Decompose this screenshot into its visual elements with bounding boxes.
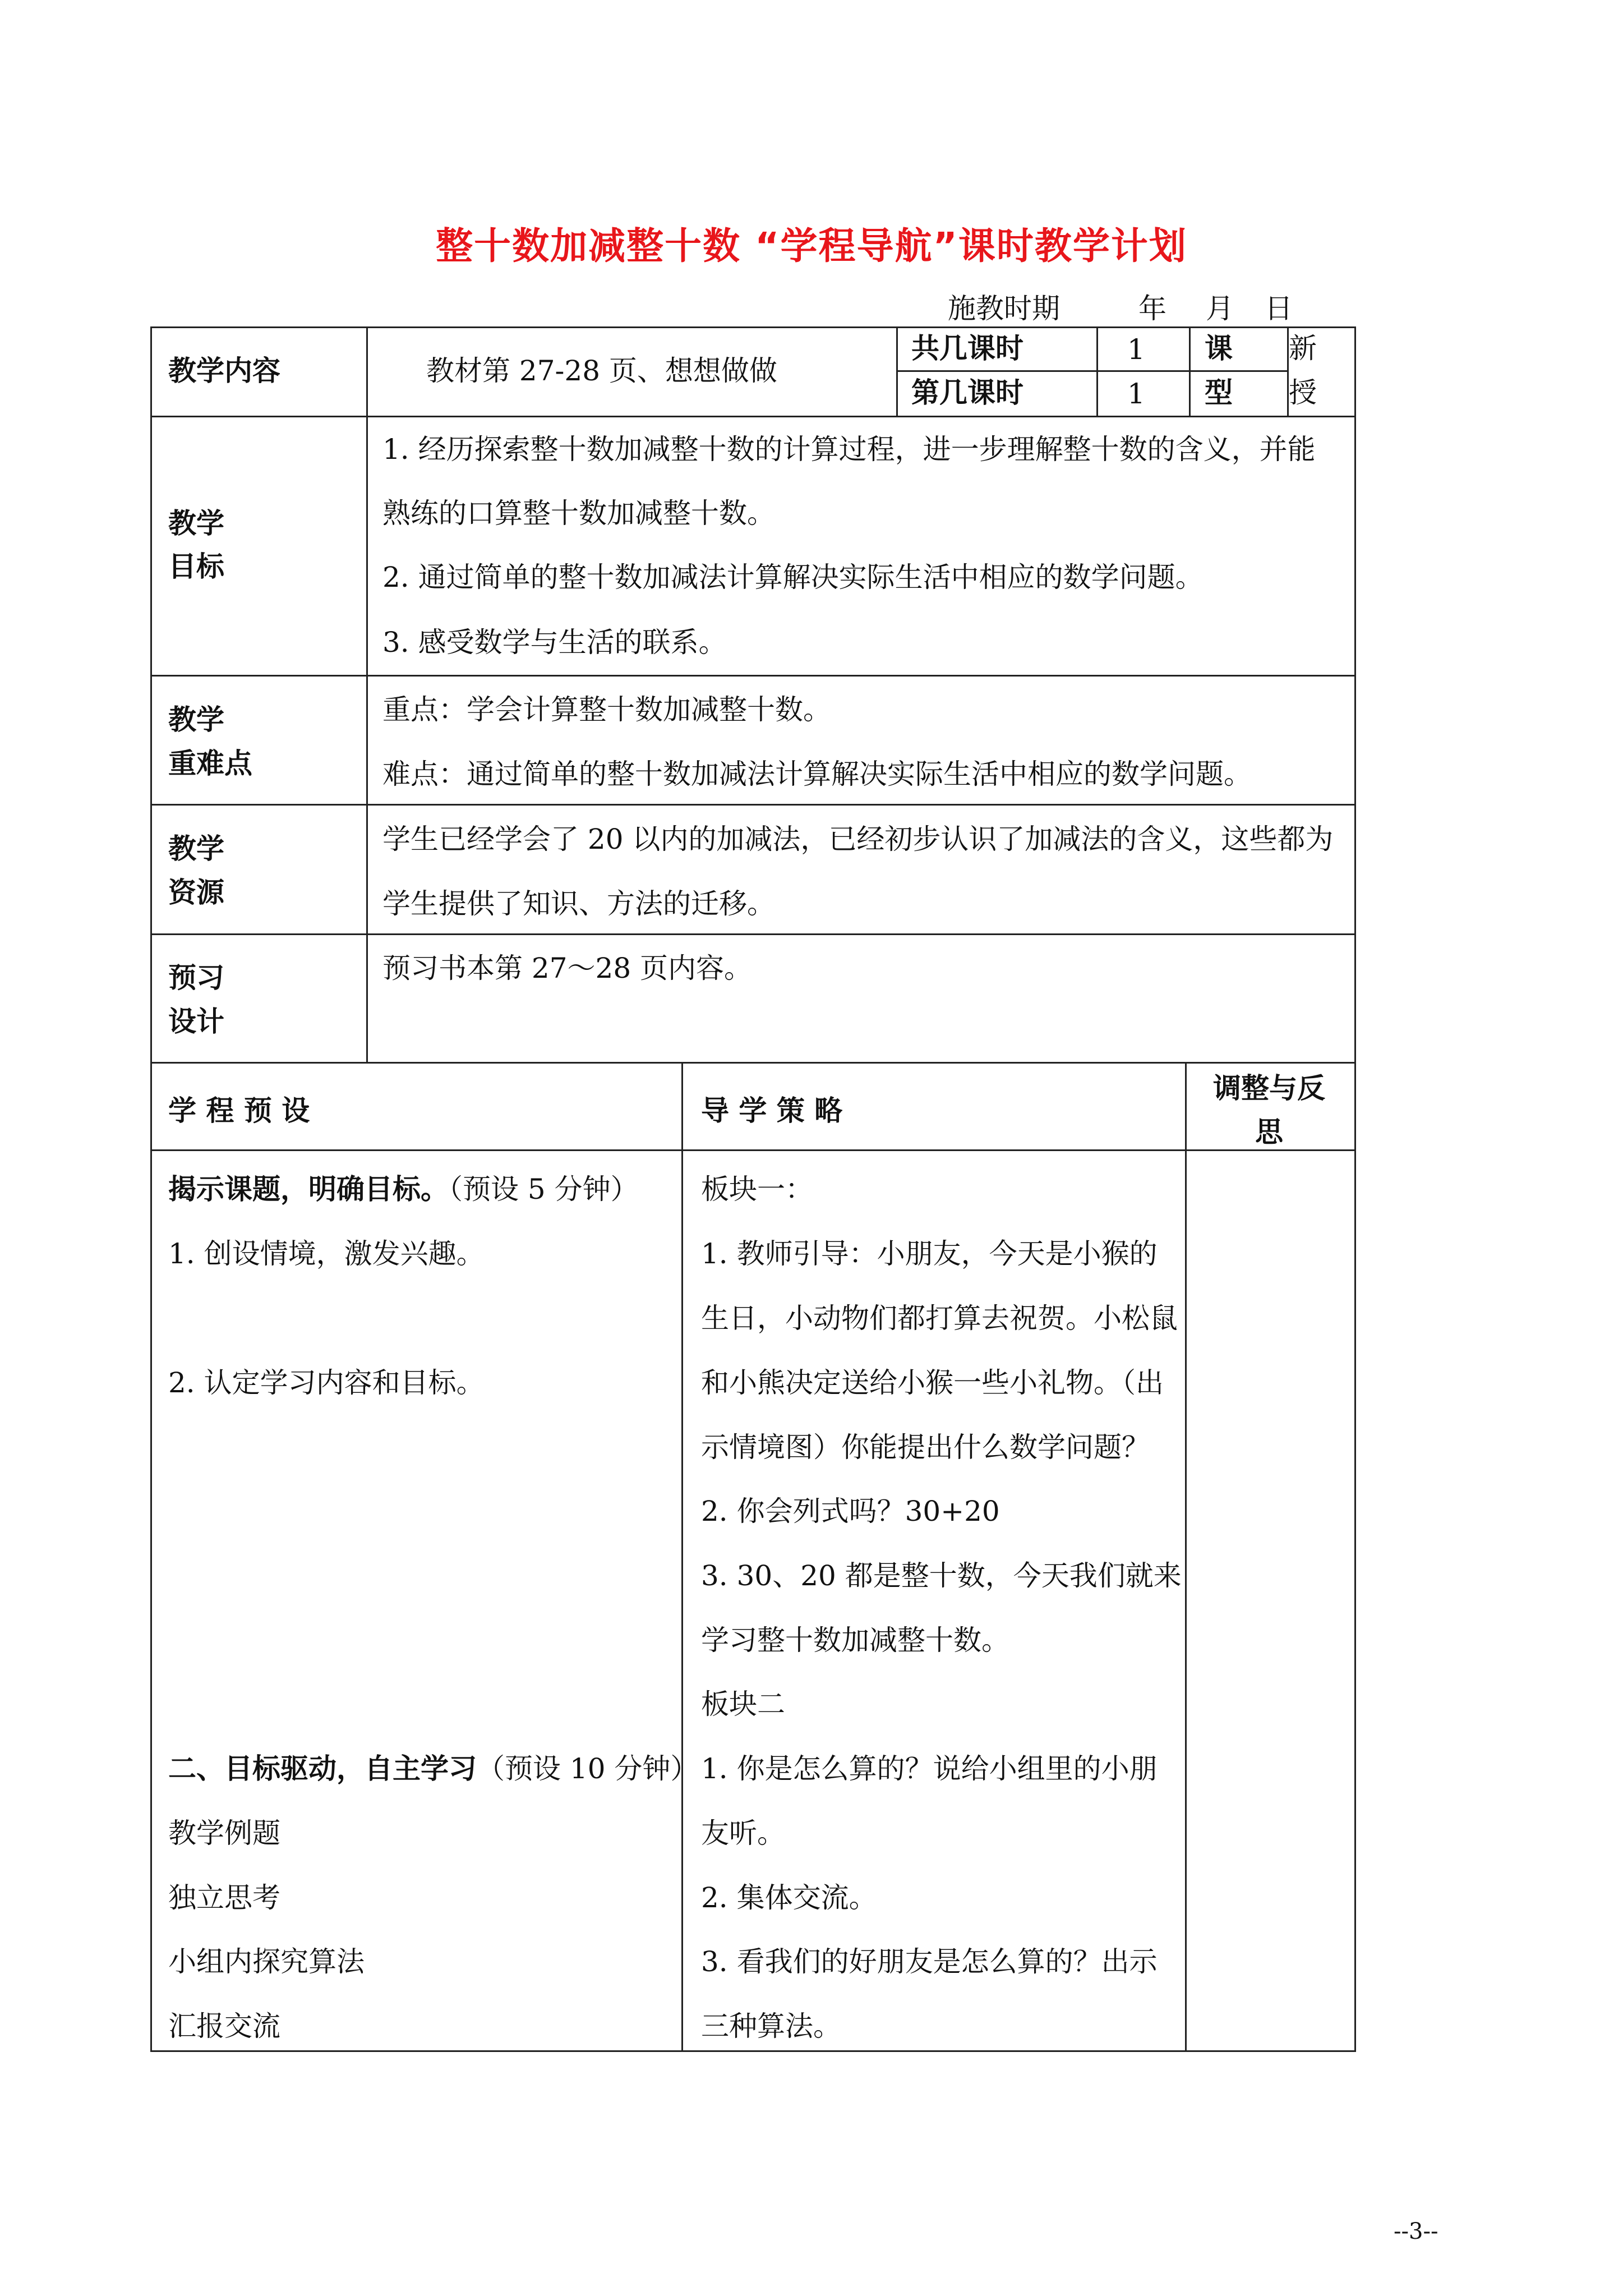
strategy-line: 生日，小动物们都打算去祝贺。小松鼠	[701, 1302, 1178, 1335]
preview-label-1: 预习	[168, 961, 224, 994]
preview-line: 预习书本第 27～28 页内容。	[382, 952, 753, 984]
keypoints-label-2: 重难点	[168, 747, 252, 780]
strategy-line: 示情境图）你能提出什么数学问题？	[701, 1431, 1150, 1464]
keypoints-line: 重点：学会计算整十数加减整十数。	[382, 693, 831, 726]
date-label: 施教时期	[948, 292, 1060, 325]
plan-item: 小组内探究算法	[168, 1945, 365, 1978]
plan-section-1-title: 揭示课题，明确目标。	[168, 1173, 449, 1205]
nth-hour-label: 第几课时	[911, 376, 1023, 409]
strategy-line: 2. 你会列式吗？30+20	[701, 1495, 1000, 1527]
goals-line: 1. 经历探索整十数加减整十数的计算过程，进一步理解整十数的含义，并能	[382, 433, 1316, 466]
plan-item: 1. 创设情境，激发兴趣。	[168, 1237, 485, 1270]
plan-item: 独立思考	[168, 1881, 280, 1914]
goals-line: 2. 通过简单的整十数加减法计算解决实际生活中相应的数学问题。	[382, 561, 1204, 593]
resources-label-2: 资源	[168, 876, 224, 909]
page-title: 整十数加减整十数 “学程导航”课时教学计划	[436, 224, 1187, 268]
plan-section-1-time: （预设 5 分钟）	[449, 1173, 639, 1205]
column-header-strategy: 导 学 策 略	[701, 1094, 843, 1127]
strategy-line: 学习整十数加减整十数。	[701, 1624, 1009, 1657]
lesson-type-value-2: 授	[1289, 376, 1317, 409]
keypoints-line: 难点：通过简单的整十数加减法计算解决实际生活中相应的数学问题。	[382, 758, 1252, 790]
goals-label-2: 目标	[168, 550, 224, 583]
date-month: 月	[1206, 292, 1234, 325]
date-day: 日	[1265, 292, 1293, 325]
lesson-type-value-1: 新	[1289, 332, 1317, 365]
column-header-reflection-1: 调整与反	[1213, 1072, 1325, 1105]
page-number: --3--	[1394, 2219, 1438, 2244]
resources-line: 学生已经学会了 20 以内的加减法，已经初步认识了加减法的含义，这些都为	[382, 823, 1334, 855]
goals-line: 3. 感受数学与生活的联系。	[382, 626, 727, 659]
goals-line: 熟练的口算整十数加减整十数。	[382, 497, 775, 530]
preview-label-2: 设计	[168, 1005, 224, 1038]
strategy-line: 3. 看我们的好朋友是怎么算的？出示	[701, 1945, 1158, 1978]
strategy-line: 友听。	[701, 1817, 785, 1849]
strategy-line: 1. 你是怎么算的？说给小组里的小朋	[701, 1752, 1158, 1785]
total-hours-value: 1	[1127, 333, 1145, 366]
content-value: 教材第 27-28 页、想想做做	[426, 355, 777, 387]
plan-section-2-title: 二、目标驱动，自主学习	[168, 1752, 477, 1785]
plan-section-2-heading	[168, 1752, 699, 1785]
date-year: 年	[1138, 292, 1166, 325]
strategy-line: 1. 教师引导：小朋友，今天是小猴的	[701, 1237, 1158, 1270]
strategy-line: 板块一：	[701, 1173, 813, 1205]
column-header-plan: 学 程 预 设	[168, 1094, 310, 1127]
column-header-reflection-2: 思	[1255, 1116, 1283, 1148]
resources-line: 学生提供了知识、方法的迁移。	[382, 887, 775, 920]
resources-label-1: 教学	[168, 832, 224, 865]
strategy-line: 三种算法。	[701, 2010, 841, 2042]
content-label: 教学内容	[168, 355, 280, 387]
plan-item: 汇报交流	[168, 2010, 280, 2042]
plan-section-2-time: （预设 10 分钟）	[477, 1752, 699, 1785]
plan-section-1-heading	[168, 1175, 639, 1203]
lesson-type-label-1: 课	[1205, 332, 1233, 365]
strategy-line: 板块二	[701, 1688, 785, 1720]
goals-label-1: 教学	[168, 507, 224, 540]
strategy-line: 3. 30、20 都是整十数，今天我们就来	[701, 1559, 1182, 1592]
date-line	[948, 286, 1293, 326]
strategy-line: 和小熊决定送给小猴一些小礼物。（出	[701, 1366, 1164, 1399]
plan-item: 2. 认定学习内容和目标。	[168, 1366, 485, 1399]
keypoints-label-1: 教学	[168, 703, 224, 736]
lesson-type-label-2: 型	[1205, 376, 1233, 409]
nth-hour-value: 1	[1127, 378, 1145, 410]
total-hours-label: 共几课时	[911, 332, 1023, 365]
plan-item: 教学例题	[168, 1817, 280, 1849]
strategy-line: 2. 集体交流。	[701, 1881, 877, 1914]
